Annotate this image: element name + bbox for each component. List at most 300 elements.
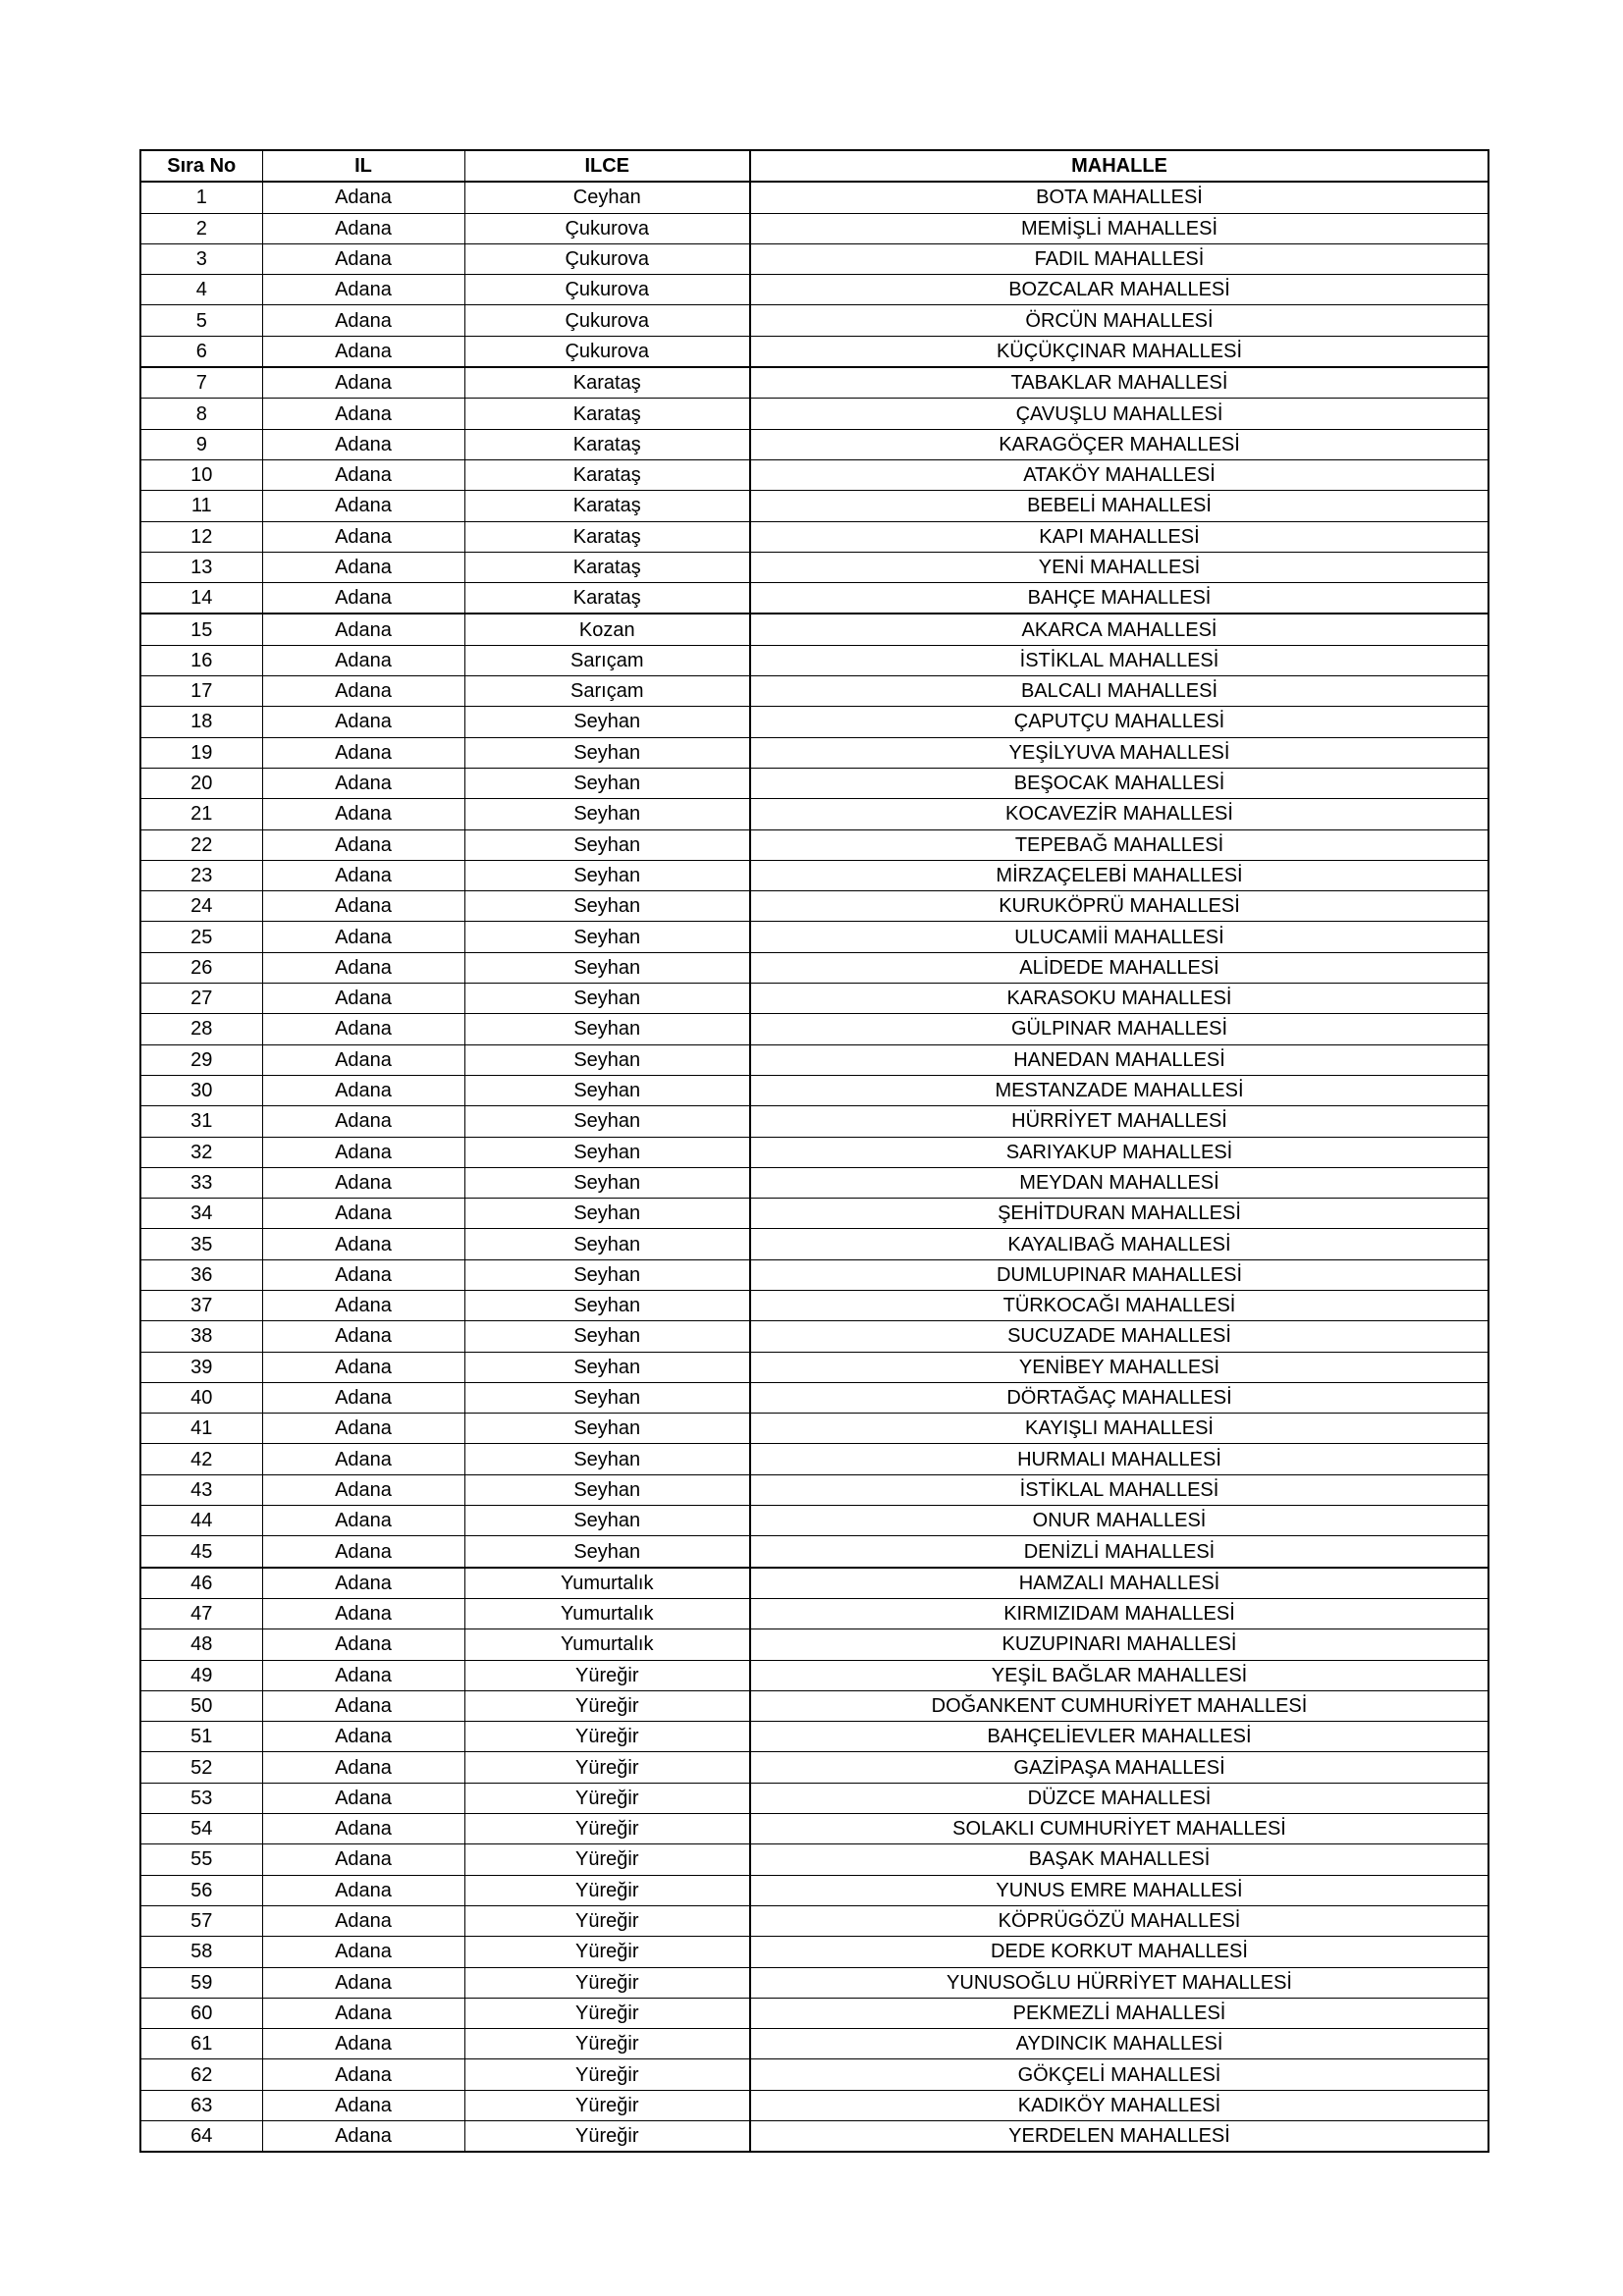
cell-mahalle: KAPI MAHALLESİ xyxy=(750,521,1488,552)
header-row xyxy=(140,150,1488,182)
cell-ilce: Sarıçam xyxy=(464,676,750,707)
table-row xyxy=(140,891,1488,922)
cell-mahalle: BAHÇE MAHALLESİ xyxy=(750,583,1488,614)
cell-sira-no: 20 xyxy=(140,768,262,798)
cell-mahalle: YUNUS EMRE MAHALLESİ xyxy=(750,1875,1488,1905)
cell-sira-no: 36 xyxy=(140,1259,262,1290)
cell-mahalle: KADIKÖY MAHALLESİ xyxy=(750,2090,1488,2120)
cell-sira-no: 14 xyxy=(140,583,262,614)
table-row xyxy=(140,1568,1488,1599)
cell-sira-no: 43 xyxy=(140,1474,262,1505)
table-row xyxy=(140,768,1488,798)
cell-il: Adana xyxy=(262,1382,464,1413)
cell-il: Adana xyxy=(262,336,464,367)
cell-sira-no: 50 xyxy=(140,1690,262,1721)
cell-il: Adana xyxy=(262,1474,464,1505)
cell-mahalle: AKARCA MAHALLESİ xyxy=(750,614,1488,645)
cell-il: Adana xyxy=(262,213,464,243)
cell-ilce: Seyhan xyxy=(464,1014,750,1044)
cell-sira-no: 2 xyxy=(140,213,262,243)
cell-il: Adana xyxy=(262,1229,464,1259)
cell-mahalle: ALİDEDE MAHALLESİ xyxy=(750,952,1488,983)
cell-sira-no: 40 xyxy=(140,1382,262,1413)
cell-ilce: Seyhan xyxy=(464,1259,750,1290)
table-row xyxy=(140,1474,1488,1505)
cell-ilce: Seyhan xyxy=(464,1382,750,1413)
cell-il: Adana xyxy=(262,1106,464,1137)
table-row xyxy=(140,583,1488,614)
table-row xyxy=(140,305,1488,336)
table-row xyxy=(140,614,1488,645)
cell-mahalle: GAZİPAŞA MAHALLESİ xyxy=(750,1752,1488,1783)
table-row xyxy=(140,1998,1488,2028)
cell-sira-no: 17 xyxy=(140,676,262,707)
cell-il: Adana xyxy=(262,243,464,274)
header-sira-no: Sıra No xyxy=(140,150,262,182)
cell-il: Adana xyxy=(262,2121,464,2153)
cell-ilce: Yüreğir xyxy=(464,1783,750,1813)
cell-sira-no: 21 xyxy=(140,799,262,829)
cell-sira-no: 44 xyxy=(140,1506,262,1536)
cell-mahalle: KIRMIZIDAM MAHALLESİ xyxy=(750,1598,1488,1629)
cell-ilce: Seyhan xyxy=(464,1199,750,1229)
cell-ilce: Ceyhan xyxy=(464,182,750,213)
cell-sira-no: 41 xyxy=(140,1414,262,1444)
cell-sira-no: 46 xyxy=(140,1568,262,1599)
cell-sira-no: 26 xyxy=(140,952,262,983)
table-row xyxy=(140,1752,1488,1783)
cell-ilce: Seyhan xyxy=(464,1106,750,1137)
table-row xyxy=(140,1137,1488,1167)
table-body xyxy=(140,182,1488,2152)
cell-mahalle: SARIYAKUP MAHALLESİ xyxy=(750,1137,1488,1167)
cell-mahalle: GÜLPINAR MAHALLESİ xyxy=(750,1014,1488,1044)
cell-ilce: Yumurtalık xyxy=(464,1598,750,1629)
cell-sira-no: 27 xyxy=(140,984,262,1014)
cell-sira-no: 47 xyxy=(140,1598,262,1629)
cell-mahalle: BEŞOCAK MAHALLESİ xyxy=(750,768,1488,798)
table-row xyxy=(140,491,1488,521)
cell-mahalle: HANEDAN MAHALLESİ xyxy=(750,1044,1488,1075)
table-row xyxy=(140,429,1488,459)
cell-il: Adana xyxy=(262,614,464,645)
cell-mahalle: DOĞANKENT CUMHURİYET MAHALLESİ xyxy=(750,1690,1488,1721)
cell-ilce: Seyhan xyxy=(464,952,750,983)
cell-mahalle: MESTANZADE MAHALLESİ xyxy=(750,1075,1488,1105)
cell-mahalle: TÜRKOCAĞI MAHALLESİ xyxy=(750,1290,1488,1320)
cell-ilce: Seyhan xyxy=(464,1352,750,1382)
cell-mahalle: KÜÇÜKÇINAR MAHALLESİ xyxy=(750,336,1488,367)
table-row xyxy=(140,829,1488,860)
cell-sira-no: 34 xyxy=(140,1199,262,1229)
table-row xyxy=(140,2121,1488,2153)
cell-ilce: Çukurova xyxy=(464,336,750,367)
table-row xyxy=(140,737,1488,768)
cell-ilce: Karataş xyxy=(464,429,750,459)
cell-il: Adana xyxy=(262,1259,464,1290)
cell-ilce: Yüreğir xyxy=(464,2059,750,2090)
cell-il: Adana xyxy=(262,984,464,1014)
cell-ilce: Seyhan xyxy=(464,1075,750,1105)
cell-mahalle: TEPEBAĞ MAHALLESİ xyxy=(750,829,1488,860)
header-il: IL xyxy=(262,150,464,182)
cell-mahalle: HAMZALI MAHALLESİ xyxy=(750,1568,1488,1599)
cell-il: Adana xyxy=(262,1352,464,1382)
cell-ilce: Seyhan xyxy=(464,1474,750,1505)
cell-mahalle: İSTİKLAL MAHALLESİ xyxy=(750,645,1488,675)
cell-il: Adana xyxy=(262,1536,464,1568)
cell-mahalle: ÇAPUTÇU MAHALLESİ xyxy=(750,707,1488,737)
cell-mahalle: BEBELİ MAHALLESİ xyxy=(750,491,1488,521)
cell-il: Adana xyxy=(262,491,464,521)
table-row xyxy=(140,1382,1488,1413)
mahalle-table xyxy=(139,149,1489,2153)
table-row xyxy=(140,275,1488,305)
cell-mahalle: HÜRRİYET MAHALLESİ xyxy=(750,1106,1488,1137)
cell-il: Adana xyxy=(262,1629,464,1660)
table-row xyxy=(140,336,1488,367)
cell-mahalle: BALCALI MAHALLESİ xyxy=(750,676,1488,707)
cell-mahalle: ULUCAMİİ MAHALLESİ xyxy=(750,922,1488,952)
cell-sira-no: 11 xyxy=(140,491,262,521)
cell-sira-no: 5 xyxy=(140,305,262,336)
table-row xyxy=(140,367,1488,399)
table-row xyxy=(140,2029,1488,2059)
table-row xyxy=(140,1444,1488,1474)
cell-sira-no: 18 xyxy=(140,707,262,737)
cell-mahalle: AYDINCIK MAHALLESİ xyxy=(750,2029,1488,2059)
table-row xyxy=(140,1598,1488,1629)
table-row xyxy=(140,1814,1488,1844)
cell-ilce: Seyhan xyxy=(464,1414,750,1444)
cell-mahalle: İSTİKLAL MAHALLESİ xyxy=(750,1474,1488,1505)
table-row xyxy=(140,1106,1488,1137)
cell-mahalle: ONUR MAHALLESİ xyxy=(750,1506,1488,1536)
cell-sira-no: 3 xyxy=(140,243,262,274)
table-row xyxy=(140,1290,1488,1320)
cell-il: Adana xyxy=(262,1506,464,1536)
table-row xyxy=(140,1722,1488,1752)
cell-mahalle: KAYIŞLI MAHALLESİ xyxy=(750,1414,1488,1444)
table-row xyxy=(140,552,1488,582)
cell-il: Adana xyxy=(262,1690,464,1721)
cell-ilce: Çukurova xyxy=(464,305,750,336)
cell-il: Adana xyxy=(262,707,464,737)
cell-il: Adana xyxy=(262,1137,464,1167)
cell-sira-no: 60 xyxy=(140,1998,262,2028)
cell-il: Adana xyxy=(262,552,464,582)
cell-ilce: Karataş xyxy=(464,459,750,490)
table-row xyxy=(140,182,1488,213)
table-row xyxy=(140,1044,1488,1075)
table-row xyxy=(140,1967,1488,1998)
cell-ilce: Seyhan xyxy=(464,1444,750,1474)
cell-mahalle: SOLAKLI CUMHURİYET MAHALLESİ xyxy=(750,1814,1488,1844)
cell-ilce: Seyhan xyxy=(464,1321,750,1352)
cell-il: Adana xyxy=(262,860,464,890)
cell-sira-no: 4 xyxy=(140,275,262,305)
cell-mahalle: KARASOKU MAHALLESİ xyxy=(750,984,1488,1014)
table-row xyxy=(140,984,1488,1014)
cell-mahalle: BOTA MAHALLESİ xyxy=(750,182,1488,213)
cell-il: Adana xyxy=(262,2029,464,2059)
cell-sira-no: 19 xyxy=(140,737,262,768)
cell-ilce: Seyhan xyxy=(464,1506,750,1536)
cell-mahalle: YERDELEN MAHALLESİ xyxy=(750,2121,1488,2153)
cell-il: Adana xyxy=(262,1937,464,1967)
cell-sira-no: 1 xyxy=(140,182,262,213)
cell-il: Adana xyxy=(262,768,464,798)
cell-ilce: Seyhan xyxy=(464,799,750,829)
table-header xyxy=(140,150,1488,182)
cell-il: Adana xyxy=(262,1875,464,1905)
table-row xyxy=(140,952,1488,983)
cell-sira-no: 62 xyxy=(140,2059,262,2090)
table-row xyxy=(140,213,1488,243)
cell-sira-no: 10 xyxy=(140,459,262,490)
cell-mahalle: MİRZAÇELEBİ MAHALLESİ xyxy=(750,860,1488,890)
cell-mahalle: MEYDAN MAHALLESİ xyxy=(750,1167,1488,1198)
cell-il: Adana xyxy=(262,1998,464,2028)
cell-ilce: Çukurova xyxy=(464,275,750,305)
table-row xyxy=(140,2059,1488,2090)
cell-sira-no: 7 xyxy=(140,367,262,399)
cell-il: Adana xyxy=(262,737,464,768)
cell-il: Adana xyxy=(262,1722,464,1752)
cell-mahalle: DEDE KORKUT MAHALLESİ xyxy=(750,1937,1488,1967)
cell-mahalle: GÖKÇELİ MAHALLESİ xyxy=(750,2059,1488,2090)
cell-mahalle: KARAGÖÇER MAHALLESİ xyxy=(750,429,1488,459)
cell-il: Adana xyxy=(262,2090,464,2120)
cell-mahalle: KÖPRÜGÖZÜ MAHALLESİ xyxy=(750,1905,1488,1936)
cell-sira-no: 35 xyxy=(140,1229,262,1259)
cell-mahalle: KUZUPINARI MAHALLESİ xyxy=(750,1629,1488,1660)
table-row xyxy=(140,1844,1488,1875)
cell-il: Adana xyxy=(262,305,464,336)
table-row xyxy=(140,799,1488,829)
cell-sira-no: 30 xyxy=(140,1075,262,1105)
cell-ilce: Seyhan xyxy=(464,737,750,768)
cell-ilce: Yüreğir xyxy=(464,1998,750,2028)
header-mahalle: MAHALLE xyxy=(750,150,1488,182)
cell-mahalle: BOZCALAR MAHALLESİ xyxy=(750,275,1488,305)
table-row xyxy=(140,2090,1488,2120)
table-row xyxy=(140,1783,1488,1813)
cell-sira-no: 13 xyxy=(140,552,262,582)
table-row xyxy=(140,1660,1488,1690)
cell-ilce: Karataş xyxy=(464,491,750,521)
cell-sira-no: 31 xyxy=(140,1106,262,1137)
table-row xyxy=(140,676,1488,707)
cell-il: Adana xyxy=(262,1660,464,1690)
cell-il: Adana xyxy=(262,1014,464,1044)
cell-mahalle: ÖRCÜN MAHALLESİ xyxy=(750,305,1488,336)
cell-ilce: Yumurtalık xyxy=(464,1629,750,1660)
cell-ilce: Seyhan xyxy=(464,707,750,737)
table-row xyxy=(140,1875,1488,1905)
cell-il: Adana xyxy=(262,1814,464,1844)
cell-sira-no: 54 xyxy=(140,1814,262,1844)
cell-il: Adana xyxy=(262,1414,464,1444)
cell-sira-no: 58 xyxy=(140,1937,262,1967)
cell-il: Adana xyxy=(262,1290,464,1320)
cell-mahalle: ATAKÖY MAHALLESİ xyxy=(750,459,1488,490)
cell-mahalle: YUNUSOĞLU HÜRRİYET MAHALLESİ xyxy=(750,1967,1488,1998)
table-row xyxy=(140,1075,1488,1105)
table-row xyxy=(140,1536,1488,1568)
cell-ilce: Yüreğir xyxy=(464,1905,750,1936)
cell-ilce: Seyhan xyxy=(464,1229,750,1259)
cell-il: Adana xyxy=(262,275,464,305)
cell-ilce: Seyhan xyxy=(464,1290,750,1320)
cell-ilce: Karataş xyxy=(464,552,750,582)
cell-ilce: Seyhan xyxy=(464,768,750,798)
cell-il: Adana xyxy=(262,1844,464,1875)
cell-ilce: Kozan xyxy=(464,614,750,645)
cell-ilce: Yüreğir xyxy=(464,1722,750,1752)
table-row xyxy=(140,1506,1488,1536)
cell-ilce: Karataş xyxy=(464,367,750,399)
cell-il: Adana xyxy=(262,1199,464,1229)
cell-ilce: Seyhan xyxy=(464,984,750,1014)
cell-il: Adana xyxy=(262,1905,464,1936)
cell-il: Adana xyxy=(262,829,464,860)
cell-il: Adana xyxy=(262,676,464,707)
cell-il: Adana xyxy=(262,2059,464,2090)
cell-il: Adana xyxy=(262,459,464,490)
cell-ilce: Yüreğir xyxy=(464,1967,750,1998)
cell-il: Adana xyxy=(262,583,464,614)
cell-sira-no: 24 xyxy=(140,891,262,922)
cell-ilce: Çukurova xyxy=(464,243,750,274)
cell-mahalle: DÖRTAĞAÇ MAHALLESİ xyxy=(750,1382,1488,1413)
cell-sira-no: 16 xyxy=(140,645,262,675)
cell-sira-no: 9 xyxy=(140,429,262,459)
cell-mahalle: DUMLUPINAR MAHALLESİ xyxy=(750,1259,1488,1290)
cell-il: Adana xyxy=(262,645,464,675)
cell-il: Adana xyxy=(262,1752,464,1783)
cell-sira-no: 52 xyxy=(140,1752,262,1783)
cell-sira-no: 48 xyxy=(140,1629,262,1660)
cell-sira-no: 12 xyxy=(140,521,262,552)
header-ilce: ILCE xyxy=(464,150,750,182)
cell-il: Adana xyxy=(262,1967,464,1998)
cell-mahalle: SUCUZADE MAHALLESİ xyxy=(750,1321,1488,1352)
cell-mahalle: KOCAVEZİR MAHALLESİ xyxy=(750,799,1488,829)
cell-ilce: Yüreğir xyxy=(464,2121,750,2153)
table-row xyxy=(140,860,1488,890)
cell-sira-no: 29 xyxy=(140,1044,262,1075)
cell-mahalle: MEMİŞLİ MAHALLESİ xyxy=(750,213,1488,243)
cell-mahalle: ÇAVUŞLU MAHALLESİ xyxy=(750,399,1488,429)
cell-il: Adana xyxy=(262,952,464,983)
table-row xyxy=(140,1199,1488,1229)
cell-ilce: Yüreğir xyxy=(464,1690,750,1721)
cell-ilce: Yüreğir xyxy=(464,1875,750,1905)
table-row xyxy=(140,1690,1488,1721)
cell-ilce: Seyhan xyxy=(464,1167,750,1198)
cell-sira-no: 51 xyxy=(140,1722,262,1752)
cell-ilce: Yüreğir xyxy=(464,1660,750,1690)
table-row xyxy=(140,521,1488,552)
table-row xyxy=(140,1937,1488,1967)
cell-mahalle: ŞEHİTDURAN MAHALLESİ xyxy=(750,1199,1488,1229)
cell-sira-no: 22 xyxy=(140,829,262,860)
cell-ilce: Seyhan xyxy=(464,829,750,860)
table-row xyxy=(140,1352,1488,1382)
cell-sira-no: 49 xyxy=(140,1660,262,1690)
cell-mahalle: BAŞAK MAHALLESİ xyxy=(750,1844,1488,1875)
cell-il: Adana xyxy=(262,429,464,459)
cell-sira-no: 61 xyxy=(140,2029,262,2059)
cell-il: Adana xyxy=(262,1044,464,1075)
cell-sira-no: 39 xyxy=(140,1352,262,1382)
cell-il: Adana xyxy=(262,1598,464,1629)
cell-sira-no: 23 xyxy=(140,860,262,890)
table-row xyxy=(140,707,1488,737)
cell-sira-no: 38 xyxy=(140,1321,262,1352)
cell-ilce: Karataş xyxy=(464,521,750,552)
cell-il: Adana xyxy=(262,891,464,922)
cell-sira-no: 45 xyxy=(140,1536,262,1568)
cell-il: Adana xyxy=(262,1783,464,1813)
cell-ilce: Yüreğir xyxy=(464,1814,750,1844)
cell-sira-no: 56 xyxy=(140,1875,262,1905)
cell-sira-no: 55 xyxy=(140,1844,262,1875)
cell-mahalle: DENİZLİ MAHALLESİ xyxy=(750,1536,1488,1568)
table-row xyxy=(140,1905,1488,1936)
cell-sira-no: 37 xyxy=(140,1290,262,1320)
table-row xyxy=(140,1629,1488,1660)
cell-mahalle: YEŞİL BAĞLAR MAHALLESİ xyxy=(750,1660,1488,1690)
cell-sira-no: 33 xyxy=(140,1167,262,1198)
cell-sira-no: 8 xyxy=(140,399,262,429)
cell-sira-no: 32 xyxy=(140,1137,262,1167)
cell-mahalle: PEKMEZLİ MAHALLESİ xyxy=(750,1998,1488,2028)
cell-sira-no: 15 xyxy=(140,614,262,645)
cell-il: Adana xyxy=(262,1321,464,1352)
cell-ilce: Seyhan xyxy=(464,1536,750,1568)
cell-ilce: Yüreğir xyxy=(464,2090,750,2120)
cell-ilce: Çukurova xyxy=(464,213,750,243)
cell-ilce: Seyhan xyxy=(464,1137,750,1167)
table-row xyxy=(140,399,1488,429)
cell-ilce: Sarıçam xyxy=(464,645,750,675)
cell-mahalle: TABAKLAR MAHALLESİ xyxy=(750,367,1488,399)
table-row xyxy=(140,1321,1488,1352)
table-row xyxy=(140,459,1488,490)
table-row xyxy=(140,1414,1488,1444)
cell-sira-no: 64 xyxy=(140,2121,262,2153)
cell-mahalle: BAHÇELİEVLER MAHALLESİ xyxy=(750,1722,1488,1752)
cell-sira-no: 59 xyxy=(140,1967,262,1998)
cell-il: Adana xyxy=(262,367,464,399)
cell-ilce: Karataş xyxy=(464,583,750,614)
cell-il: Adana xyxy=(262,799,464,829)
cell-ilce: Yüreğir xyxy=(464,1844,750,1875)
cell-sira-no: 63 xyxy=(140,2090,262,2120)
cell-mahalle: KURUKÖPRÜ MAHALLESİ xyxy=(750,891,1488,922)
cell-il: Adana xyxy=(262,922,464,952)
cell-il: Adana xyxy=(262,521,464,552)
cell-mahalle: YENİBEY MAHALLESİ xyxy=(750,1352,1488,1382)
cell-mahalle: HURMALI MAHALLESİ xyxy=(750,1444,1488,1474)
cell-ilce: Seyhan xyxy=(464,860,750,890)
cell-mahalle: KAYALIBAĞ MAHALLESİ xyxy=(750,1229,1488,1259)
cell-ilce: Yumurtalık xyxy=(464,1568,750,1599)
table-row xyxy=(140,922,1488,952)
table-row xyxy=(140,645,1488,675)
